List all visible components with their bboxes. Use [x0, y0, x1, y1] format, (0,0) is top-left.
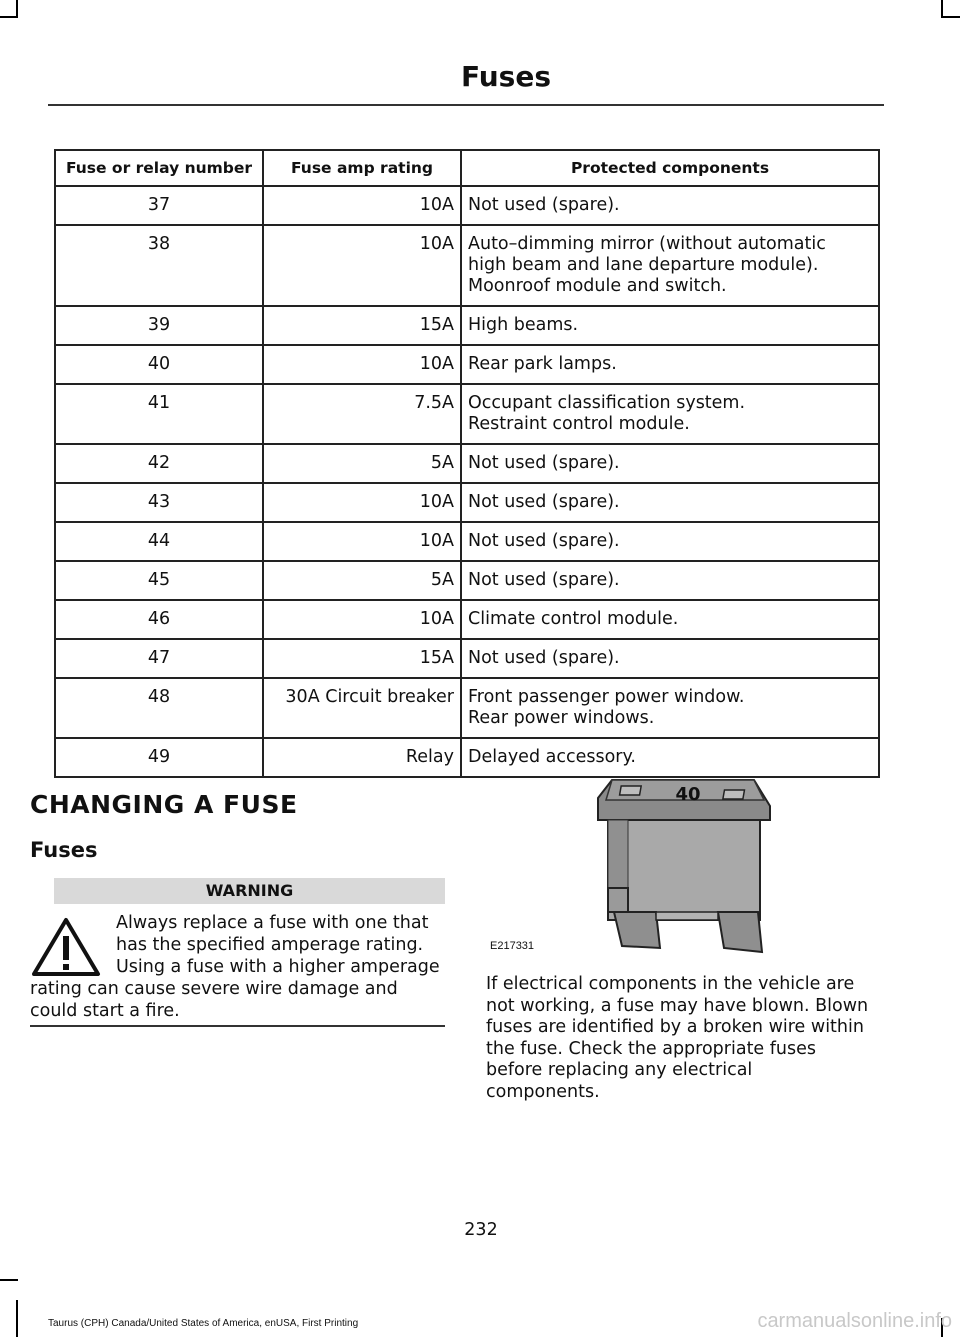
table-row: [55, 306, 879, 345]
protected-components: [461, 522, 879, 561]
component-line: Rear power windows.: [468, 708, 655, 728]
protected-components: [461, 384, 879, 444]
protected-components: [461, 600, 879, 639]
body-line: If electrical components in the vehicle are: [486, 974, 855, 994]
protected-components: [461, 345, 879, 384]
component-line: high beam and lane departure module).: [468, 255, 819, 275]
table-row: [55, 384, 879, 444]
amp-rating: 10A: [263, 225, 461, 306]
warning-divider: [30, 1025, 445, 1027]
table-row: [55, 600, 879, 639]
warning-label: WARNING: [54, 878, 445, 904]
crop-mark: [942, 16, 960, 18]
protected-components: [461, 225, 879, 306]
protected-components: [461, 444, 879, 483]
protected-components: [461, 483, 879, 522]
body-line: components.: [486, 1081, 600, 1102]
table-row: [55, 483, 879, 522]
body-paragraph: [486, 974, 886, 1103]
page-title: Fuses: [461, 60, 551, 93]
warning-line: could start a fire.: [30, 1001, 180, 1021]
protected-components: [461, 678, 879, 738]
warning-text: [116, 912, 450, 978]
component-line: Moonroof module and switch.: [468, 276, 727, 296]
warning-line: rating can cause severe wire damage and: [30, 979, 398, 999]
fuse-illustration: [578, 770, 778, 960]
fuse-number: 39: [55, 306, 263, 345]
fuse-table: [54, 149, 880, 778]
amp-rating: 7.5A: [263, 384, 461, 444]
column-header-number: Fuse or relay number: [55, 150, 263, 186]
fuse-number: 46: [55, 600, 263, 639]
protected-components: [461, 186, 879, 225]
table-row: [55, 225, 879, 306]
table-row: [55, 639, 879, 678]
protected-components: [461, 306, 879, 345]
table-row: [55, 186, 879, 225]
amp-rating: 10A: [263, 522, 461, 561]
crop-mark: [16, 1300, 18, 1337]
amp-rating: 10A: [263, 600, 461, 639]
fuse-number: 43: [55, 483, 263, 522]
amp-rating: 5A: [263, 444, 461, 483]
amp-rating: 15A: [263, 639, 461, 678]
warning-text-continued: [30, 978, 450, 1022]
table-row: [55, 345, 879, 384]
column-header-components: Protected components: [461, 150, 879, 186]
component-line: Auto–dimming mirror (without automatic: [468, 234, 826, 254]
amp-rating: 10A: [263, 483, 461, 522]
watermark: carmanualsonline.info: [757, 1310, 952, 1332]
amp-rating: 15A: [263, 306, 461, 345]
header-divider: [48, 104, 884, 106]
warning-line: Using a fuse with a higher amperage: [116, 957, 440, 977]
component-line: Climate control module.: [468, 609, 679, 629]
crop-mark: [0, 1279, 18, 1281]
table-row: [55, 444, 879, 483]
footer-text: Taurus (CPH) Canada/United States of America, enUSA, First Printing: [48, 1318, 359, 1329]
warning-line: has the specified amperage rating.: [116, 935, 424, 955]
fuse-number: 38: [55, 225, 263, 306]
fuse-number: 47: [55, 639, 263, 678]
warning-line: Always replace a fuse with one that: [116, 913, 429, 933]
column-header-rating: Fuse amp rating: [263, 150, 461, 186]
crop-mark: [0, 16, 18, 18]
component-line: Not used (spare).: [468, 453, 620, 473]
section-heading: CHANGING A FUSE: [30, 790, 298, 819]
figure-code: E217331: [490, 940, 535, 952]
body-line: the fuse. Check the appropriate fuses: [486, 1038, 817, 1059]
body-line: fuses are identified by a broken wire within: [486, 1017, 864, 1037]
fuse-number: 49: [55, 738, 263, 777]
page-number: 232: [464, 1220, 498, 1240]
component-line: Not used (spare).: [468, 570, 620, 590]
fuse-number: 44: [55, 522, 263, 561]
body-line: not working, a fuse may have blown. Blown: [486, 995, 869, 1016]
warning-triangle-icon: [30, 916, 102, 978]
table-row: [55, 678, 879, 738]
component-line: Rear park lamps.: [468, 354, 617, 374]
amp-rating: 5A: [263, 561, 461, 600]
component-line: Not used (spare).: [468, 531, 620, 551]
amp-rating: 10A: [263, 186, 461, 225]
table-header-row: [55, 150, 879, 186]
fuse-number: 37: [55, 186, 263, 225]
sub-heading: Fuses: [30, 838, 98, 862]
fuse-number: 45: [55, 561, 263, 600]
component-line: High beams.: [468, 315, 579, 335]
fuse-number: 42: [55, 444, 263, 483]
protected-components: [461, 561, 879, 600]
component-line: Occupant classification system.: [468, 393, 746, 413]
component-line: Restraint control module.: [468, 414, 690, 434]
amp-rating: Relay: [263, 738, 461, 777]
component-line: Not used (spare).: [468, 648, 620, 668]
table-row: [55, 561, 879, 600]
amp-rating: 10A: [263, 345, 461, 384]
fuse-number: 48: [55, 678, 263, 738]
component-line: Not used (spare).: [468, 492, 620, 512]
component-line: Delayed accessory.: [468, 747, 636, 767]
fuse-number: 41: [55, 384, 263, 444]
component-line: Not used (spare).: [468, 195, 620, 215]
protected-components: [461, 639, 879, 678]
body-line: before replacing any electrical: [486, 1060, 753, 1080]
amp-rating: 30A Circuit breaker: [263, 678, 461, 738]
fuse-number: 40: [55, 345, 263, 384]
fuse-rating-label: 40: [675, 784, 701, 805]
table-row: [55, 522, 879, 561]
component-line: Front passenger power window.: [468, 687, 745, 707]
